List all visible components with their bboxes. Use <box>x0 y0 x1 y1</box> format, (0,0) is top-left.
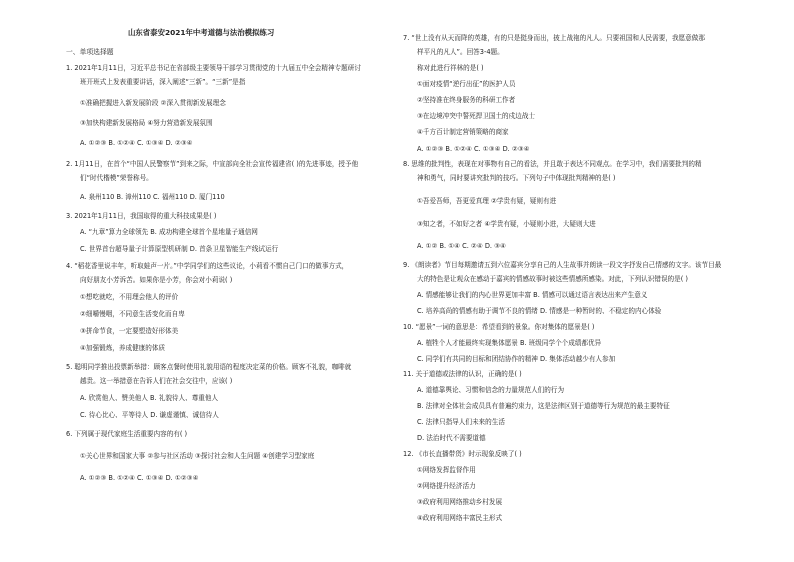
question-line: 称对此进行祥林的是( ) <box>417 64 484 72</box>
question-line: 4. “稻花香里说丰年，听取蛙声一片。”中学同学们的这些议论，小莉看不惯自己门口的做事方式， <box>66 262 349 270</box>
section-heading: 一、单项选择题 <box>66 48 114 56</box>
question-line: 7. “世上没有从天而降的英雄，有的只是挺身而出，披上战袍的凡人。只要祖国和人民需要，我愿意做那 <box>403 34 705 42</box>
option-line: ④加强锻炼，养成健康的体质 <box>80 344 166 352</box>
answer-choices: C. 培养高尚的情感有助于调节不良的情绪 D. 情感是一种暂时的、不稳定的内心体验 <box>417 307 662 315</box>
question-line: 神和勇气，同时要讲究批判的技巧。下列句子中体现批判精神的是( ) <box>417 174 616 182</box>
question-line: 11. 关于道德或法律的认识，正确的是( ) <box>403 370 522 378</box>
question-line: 们“时代楷模”荣誉称号。 <box>80 174 153 182</box>
question-line: 3. 2021年1月11日，我国取得的重大科技成果是( ) <box>66 212 217 220</box>
question-line: 12. 《市长直播带货》时示现象反映了( ) <box>403 450 522 458</box>
question-line: 2. 1月11日，在首个“中国人民警察节”到来之际，中宣部向全社会宣传福建省( )的先进事迹，授予他 <box>66 160 359 168</box>
question-line: 9. 《朗读者》节目每期邀请五到六位嘉宾分享自己的人生故事并朗读一段文字抒发自己情感的文字。该节目最 <box>403 261 722 269</box>
option-line: ③政府利用网络推动乡村发展 <box>417 498 503 506</box>
option-line: ①网络发挥监督作用 <box>417 466 476 474</box>
option-line: ①面对疫情“逆行出征”的医护人员 <box>417 80 516 88</box>
answer-choices: A. 欣赏他人、赞美他人 B. 礼貌待人、尊重他人 <box>80 394 219 402</box>
question-line: 班开班式上发表重要讲话，深入阐述“三新”。“三新”是指 <box>80 78 246 86</box>
option-line: C. 法律只指导人们未来的生活 <box>417 418 505 426</box>
question-line: 5. 聪明同学推出投票新举措：顾客点餐时使用礼貌用语的程度决定菜的价格。顾客不礼貌，咖啡就 <box>66 363 352 371</box>
option-line: ④政府利用网络丰富民主形式 <box>417 514 503 522</box>
option-line: ①关心世界和国家大事 ②参与社区活动 ③探讨社会和人生问题 ④创建学习型家庭 <box>80 452 315 460</box>
answer-choices: A. ①②③ B. ①②④ C. ①③④ D. ②③④ <box>417 145 530 153</box>
answer-choices: A. 泉州110 B. 漳州110 C. 福州110 D. 厦门110 <box>80 193 225 201</box>
option-line: ②坚持准在终身服务的科研工作者 <box>417 96 516 104</box>
answer-choices: A. ①②③ B. ①②④ C. ①③④ D. ①②③④ <box>80 474 199 482</box>
answer-choices: A. 情感能够让我们的内心世界更加丰富 B. 情感可以通过语言表达出来产生意义 <box>417 291 648 299</box>
option-line: ①想吃就吃，不用理会他人的评价 <box>80 293 179 301</box>
option-line: ③知之者，不如好之者 ④学贵有疑，小疑则小进，大疑则大进 <box>417 220 596 228</box>
option-line: ①吾爱吾师，吾更爱真理 ②学贵有疑，疑则有进 <box>417 197 557 205</box>
option-line: ③拼命节食，一定要塑造好形体美 <box>80 327 179 335</box>
option-line: ②网络提升经济活力 <box>417 482 476 490</box>
option-line: D. 法治时代不需要道德 <box>417 434 486 442</box>
question-line: 1. 2021年1月11日，习近平总书记在省部级主要领导干部学习贯彻党的十九届五中全会精神专题研讨 <box>66 64 361 72</box>
question-line: 越贵。这一举措意在告诉人们在社会交往中，应该( ) <box>80 377 233 385</box>
answer-choices: C. 世界首台超导量子计算原型机研制 D. 首条卫星智能生产线试运行 <box>80 245 279 253</box>
option-line: B. 法律对全体社会成员具有普遍约束力，这是法律区别于道德等行为规范的最主要特征 <box>417 402 670 410</box>
question-line: 向好朋友小芳诉苦。如果你是小芳，你会对小莉说( ) <box>80 276 233 284</box>
answer-choices: A. ①②③ B. ①②④ C. ①③④ D. ②③④ <box>80 139 193 147</box>
question-line: 10. “愿景”一词的意思是：希望看到的景象。你对集体的愿景是( ) <box>403 323 595 331</box>
option-line: ③在边境冲突中誓死捍卫国土的戍边战士 <box>417 112 536 120</box>
question-line: 6. 下列属于现代家庭生活重要内容的有( ) <box>66 430 188 438</box>
option-line: A. 道德靠舆论、习惯和信念的力量规范人们的行为 <box>417 386 565 394</box>
question-line: 样平凡的凡人”。回答3-4题。 <box>417 48 504 56</box>
question-line: 8. 思维的批判性，表现在对事物有自己的看法，并且敢于表达不同观点。在学习中，我们需要批判的精 <box>403 160 702 168</box>
exam-title: 山东省泰安2021年中考道德与法治模拟练习 <box>128 28 275 37</box>
option-line: ④千方百计制定营销策略的商家 <box>417 128 509 136</box>
answer-choices: A. 植牲个人才能最终实现集体愿景 B. 班级同学个个成绩都优异 <box>417 339 602 347</box>
answer-choices: A. “九章”算力全球领先 B. 成功构建全球首个星地量子通信网 <box>80 228 258 236</box>
option-line: ②细嚼慢咽，不同意生活变化而自卑 <box>80 310 185 318</box>
answer-choices: C. 同学们有共同的目标和团结协作的精神 D. 集体活动越少有人参加 <box>417 355 616 363</box>
answer-choices: C. 待心比心、平等待人 D. 谦虚谨慎、诚信待人 <box>80 411 219 419</box>
option-line: ③加快构建新发展格局 ④努力营造新发展氛围 <box>80 119 213 127</box>
question-line: 大的特色是让观众在感动于嘉宾的情感故事时被这些情感所感染。对此，下列认识错误的是( ) <box>417 275 688 283</box>
option-line: ①准确把握进入新发展阶段 ②深入贯彻新发展理念 <box>80 99 226 107</box>
answer-choices: A. ①② B. ①④ C. ②④ D. ③④ <box>417 242 506 250</box>
